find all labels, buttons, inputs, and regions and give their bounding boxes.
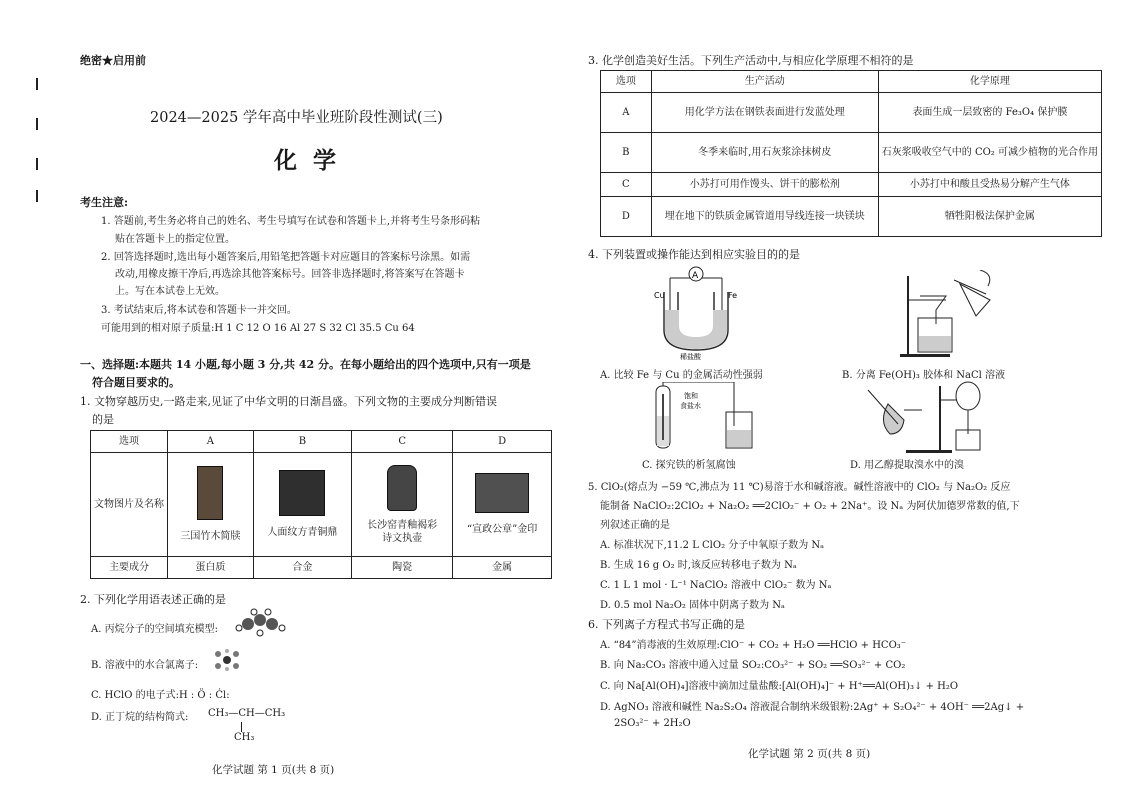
q6-option-c: C. 向 Na[Al(OH)₄]溶液中滴加过量盐酸:[Al(OH)₄]⁻ + H⁺══Al(OH)₃↓ + H₂O [600,681,959,692]
artifact-cell [352,453,453,557]
q5-option-b: B. 生成 16 g O₂ 时,该反应转移电子数为 Nₐ [600,560,797,571]
q3-table [600,70,1102,237]
table-cell: C [601,173,652,197]
table-row-label: 主要成分 [91,557,168,579]
q2-option-b: B. 溶液中的水合氯离子: [91,660,199,671]
artifact-cell [253,453,351,557]
fe-electrode-label: Fe [728,291,738,300]
bamboo-slips-photo [197,466,223,520]
notice-heading: 考生注意: [80,196,129,209]
binding-mark [36,158,38,170]
page-footer: 化学试题 第 1 页(共 8 页) [212,764,335,776]
artifact-cell [168,453,254,557]
table-cell: 埋在地下的铁质金属管道用导线连接一块镁块 [651,197,878,237]
q5-option-c: C. 1 L 1 mol · L⁻¹ NaClO₂ 溶液中 ClO₂⁻ 数为 Nₐ [600,580,832,591]
table-row [91,431,552,453]
table-cell: 冬季来临时,用石灰浆涂抹树皮 [651,133,878,173]
filtration-apparatus [890,270,1000,358]
extraction-apparatus [858,380,988,454]
table-row [601,197,1102,237]
artifact-name: 长沙窑青釉褐彩诗文执壶 [367,519,438,544]
table-row-label: 文物图片及名称 [91,453,168,557]
q5-option-a: A. 标准状况下,11.2 L ClO₂ 分子中氧原子数为 Nₐ [600,540,825,551]
table-header-cell: D [453,431,552,453]
page-footer: 化学试题 第 2 页(共 8 页) [748,748,871,760]
question-5: 列叙述正确的是 [600,520,670,531]
notice-line: 上。写在本试卷上无效。 [115,286,225,297]
brine-label: 食盐水 [680,402,701,410]
question-3: 3. 化学创造美好生活。下列生产活动中,与相应化学原理不相符的是 [588,54,914,67]
q1-table [90,430,552,579]
q4-option-c: C. 探究铁的析氢腐蚀 [642,460,736,471]
galvanic-cell-apparatus [650,264,742,360]
left-page [0,0,560,794]
q2-d-formula: CH₃—CH—CH₃ [208,708,286,719]
q2-option-a: A. 丙烷分子的空间填充模型: [91,624,218,635]
q2-option-d: D. 正丁烷的结构简式: [91,712,189,723]
q6-option-a: A. “84”消毒液的生效原理:ClO⁻ + CO₂ + H₂O ══HClO + HCO₃⁻ [600,640,907,651]
table-header-cell: B [253,431,351,453]
table-row [601,133,1102,173]
secret-label: 绝密★启用前 [80,54,146,67]
question-5: 能制备 NaClO₂:2ClO₂ + Na₂O₂ ══2ClO₂⁻ + O₂ + 2Na⁺。设 Nₐ 为阿伏加德罗常数的值,下 [600,501,1020,512]
bond-line [241,722,242,732]
question-4: 4. 下列装置或操作能达到相应实验目的的是 [588,248,800,261]
notice-line: 1. 答题前,考生务必将自己的姓名、考生号填写在试卷和答题卡上,并将考生号条形码粘 [101,216,481,227]
subject-title: 化 学 [274,147,341,174]
exam-title: 2024—2025 学年高中毕业班阶段性测试(三) [150,110,443,126]
cu-electrode-label: Cu [654,291,665,300]
binding-mark [36,190,38,202]
question-2: 2. 下列化学用语表述正确的是 [80,593,226,606]
q2-option-c: C. HClO 的电子式:H : Ö : Ċl: [91,690,230,701]
notice-line: 2. 回答选择题时,选出每小题答案后,用铅笔把答题卡对应题目的答案标号涂黑。如需 [101,252,471,263]
table-cell: 牺牲阳极法保护金属 [878,197,1101,237]
table-header-cell: C [352,431,453,453]
table-header-cell: 生产活动 [651,71,878,93]
table-cell: 石灰浆吸收空气中的 CO₂ 可减少植物的光合作用 [878,133,1101,173]
artifact-name: 人面纹方青铜鼎 [267,526,338,538]
table-cell: D [601,197,652,237]
right-page [562,0,1122,794]
artifact-cell [453,453,552,557]
section-heading: 符合题目要求的。 [92,376,180,389]
table-cell: 小苏打中和酸且受热易分解产生气体 [878,173,1101,197]
brine-label: 饱和 [684,392,698,400]
table-cell: 表面生成一层致密的 Fe₃O₄ 保护膜 [878,93,1101,133]
q2-d-branch: CH₃ [234,732,255,743]
propane-model-icon [232,606,288,638]
table-cell: 小苏打可用作馒头、饼干的膨松剂 [651,173,878,197]
binding-mark [36,78,38,90]
table-row [91,453,552,557]
corrosion-apparatus [650,382,762,452]
gold-seal-photo [475,473,529,513]
table-cell: 合金 [253,557,351,579]
q6-option-d-cont: 2SO₃²⁻ + 2H₂O [614,718,691,729]
notice-line: 3. 考试结束后,将本试卷和答题卡一并交回。 [101,305,297,316]
table-cell: 用化学方法在钢铁表面进行发蓝处理 [651,93,878,133]
binding-mark [36,118,38,130]
table-row [601,173,1102,197]
bronze-ding-photo [279,470,325,516]
table-cell: B [601,133,652,173]
question-6: 6. 下列离子方程式书写正确的是 [588,618,745,631]
q4-option-d: D. 用乙醇提取溴水中的溴 [850,460,965,471]
table-cell: 蛋白质 [168,557,254,579]
notice-line: 贴在答题卡上的指定位置。 [115,234,235,245]
table-cell: A [601,93,652,133]
table-header-cell: 选项 [601,71,652,93]
section-heading: 一、选择题:本题共 14 小题,每小题 3 分,共 42 分。在每小题给出的四个选项中,只有一项是 [80,358,531,371]
table-header-cell: A [168,431,254,453]
ammeter-label: A [692,271,699,281]
atomic-mass-line: 可能用到的相对原子质量:H 1 C 12 O 16 Al 27 S 32 Cl 35.5 Cu 64 [101,323,415,334]
table-cell: 陶瓷 [352,557,453,579]
artifact-name: “宣政公章”金印 [466,523,538,535]
artifact-name: 三国竹木简牍 [180,530,241,542]
table-header-cell: 选项 [91,431,168,453]
hydrated-chloride-icon [212,648,242,672]
table-row [601,93,1102,133]
table-row [601,71,1102,93]
question-5: 5. ClO₂(熔点为 −59 ℃,沸点为 11 ℃)易溶于水和碱溶液。碱性溶液中的 ClO₂ 与 Na₂O₂ 反应 [588,482,1011,493]
notice-line: 改动,用橡皮擦干净后,再选涂其他答案标号。回答非选择题时,将答案写在答题卡 [115,269,465,280]
table-cell: 金属 [453,557,552,579]
question-1: 的是 [92,413,114,426]
q4-option-a: A. 比较 Fe 与 Cu 的金属活动性强弱 [600,370,763,381]
q4-option-b: B. 分离 Fe(OH)₃ 胶体和 NaCl 溶液 [842,370,1006,381]
q5-option-d: D. 0.5 mol Na₂O₂ 固体中阴离子数为 Nₐ [600,600,785,611]
q6-option-b: B. 向 Na₂CO₃ 溶液中通入过量 SO₂:CO₃²⁻ + SO₂ ══SO₃²⁻ + CO₂ [600,660,906,671]
q6-option-d: D. AgNO₃ 溶液和碱性 Na₂S₂O₄ 溶液混合制纳米级银粉:2Ag⁺ + S₂O₄²⁻ + 4OH⁻ ══2Ag↓ + [600,702,1025,713]
table-header-cell: 化学原理 [878,71,1101,93]
ewer-photo [387,465,417,511]
question-1: 1. 文物穿越历史,一路走来,见证了中华文明的日渐昌盛。下列文物的主要成分判断错误 [80,395,497,408]
table-row [91,557,552,579]
solution-label: 稀盐酸 [680,353,701,360]
